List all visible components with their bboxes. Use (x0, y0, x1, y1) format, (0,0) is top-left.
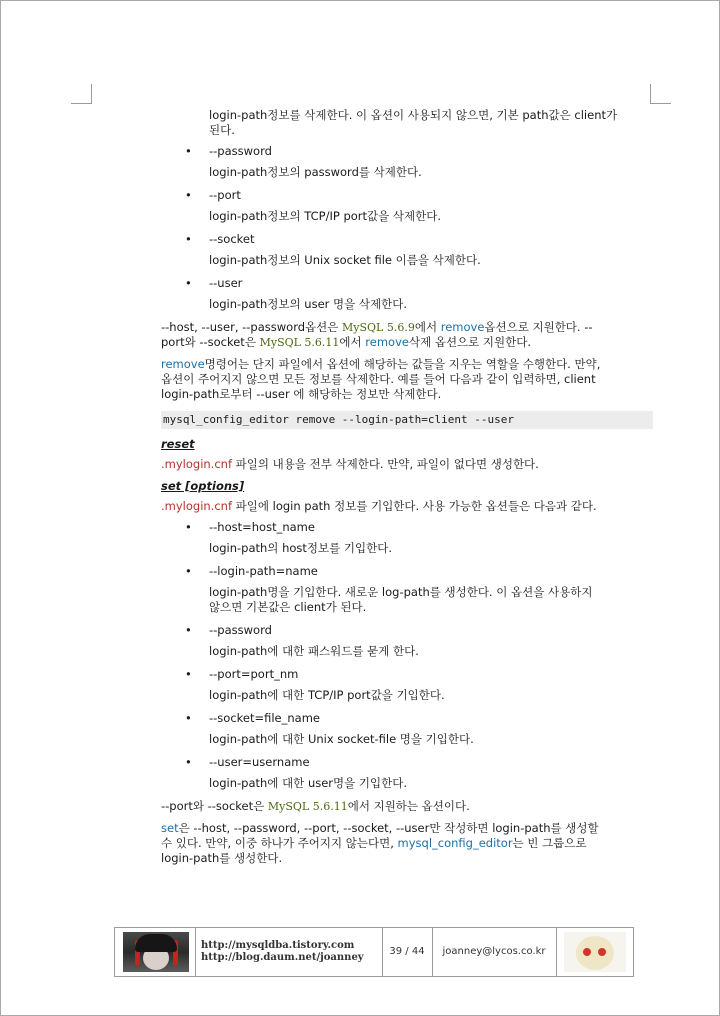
option-item: • --password (185, 144, 272, 158)
option-desc: login-path정보의 TCP/IP port값을 삭제한다. (209, 209, 441, 223)
avatar (564, 932, 626, 972)
code-block: mysql_config_editor remove --login-path=client --user (161, 411, 653, 429)
remove-description: remove명령어는 단지 파일에서 옵션에 해당하는 값들을 지우는 역할을 수행한다. 만약, 옵션이 주어지지 않으면 모든 정보를 삭제한다. 예를 들어 다음과 같이 입력하면, client login-path로부터 --user 에 해당하는 정보만 삭제한다. (161, 357, 601, 401)
crop-mark-top-left-h (71, 103, 92, 104)
option-desc: login-path정보의 password를 삭제한다. (209, 165, 422, 179)
author-email[interactable]: joanney@lycos.co.kr (432, 928, 557, 976)
bullet-icon: • (185, 276, 192, 290)
option-desc: login-path의 host정보를 기입한다. (209, 541, 392, 555)
option-item: • --socket=file_name (185, 711, 320, 725)
option-item: • --socket (185, 232, 255, 246)
crop-mark-top-right-h (650, 103, 671, 104)
bullet-icon: • (185, 520, 192, 534)
page-number: 39 / 44 (382, 928, 433, 976)
version-note-set: --port와 --socket은 MySQL 5.6.11에서 지원하는 옵션이다. (161, 799, 470, 813)
option-item: • --port=port_nm (185, 667, 299, 681)
reset-description: .mylogin.cnf 파일의 내용을 전부 삭제한다. 만약, 파일이 없다면 생성한다. (161, 457, 539, 471)
footer-links (195, 928, 383, 976)
reset-heading: reset (161, 437, 195, 451)
bullet-icon: • (185, 144, 192, 158)
author-image-left (115, 928, 196, 976)
avatar (123, 932, 189, 972)
version-note: --host, --user, --password옵션은 MySQL 5.6.9에서 remove옵션으로 지원한다. -- port와 --socket은 MySQL 5.6.11에서 remove삭제 옵션으로 지원한다. (161, 320, 593, 349)
bullet-icon: • (185, 623, 192, 637)
option-item: • --login-path=name (185, 564, 318, 578)
bullet-icon: • (185, 564, 192, 578)
option-desc: login-path에 대한 Unix socket-file 명을 기입한다. (209, 732, 474, 746)
page-footer (114, 927, 634, 977)
bullet-icon: • (185, 667, 192, 681)
author-image-right (556, 928, 633, 976)
blog-link-tistory[interactable]: http://mysqldba.tistory.com (201, 940, 355, 951)
option-item: • --password (185, 623, 272, 637)
bullet-icon: • (185, 188, 192, 202)
document-body (161, 108, 653, 866)
bullet-icon: • (185, 755, 192, 769)
option-item: • --user=username (185, 755, 310, 769)
option-item: • --port (185, 188, 241, 202)
blog-link-daum[interactable]: http://blog.daum.net/joanney (201, 952, 364, 963)
option-desc: login-path정보의 Unix socket file 이름을 삭제한다. (209, 253, 481, 267)
option-desc: login-path에 대한 user명을 기입한다. (209, 776, 407, 790)
set-description: .mylogin.cnf 파일에 login path 정보를 기입한다. 사용 가능한 옵션들은 다음과 같다. (161, 499, 597, 513)
bullet-icon: • (185, 232, 192, 246)
set-heading: set [options] (161, 479, 245, 493)
set-note: set은 --host, --password, --port, --socket, --user만 작성하면 login-path를 생성할 수 있다. 만약, 이중 하나가 주어지지 않는다면, mysql_config_editor는 빈 그룹으로 login-path를 생성한다. (161, 821, 599, 865)
option-desc: login-path정보의 user 명을 삭제한다. (209, 297, 407, 311)
option-item: • --host=host_name (185, 520, 315, 534)
bullet-icon: • (185, 711, 192, 725)
option-item: • --user (185, 276, 243, 290)
crop-mark-top-right (650, 84, 651, 104)
option-desc: login-path에 대한 TCP/IP port값을 기입한다. (209, 688, 445, 702)
option-desc: login-path에 대한 패스워드를 묻게 한다. (209, 644, 419, 658)
option-desc: login-path명을 기입한다. 새로운 log-path를 생성한다. 이 옵션을 사용하지 않으면 기본값은 client가 된다. (209, 585, 593, 614)
crop-mark-top-left (91, 84, 92, 104)
remove-intro: login-path정보를 삭제한다. 이 옵션이 사용되지 않으면, 기본 path값은 client가 된다. (209, 108, 618, 137)
